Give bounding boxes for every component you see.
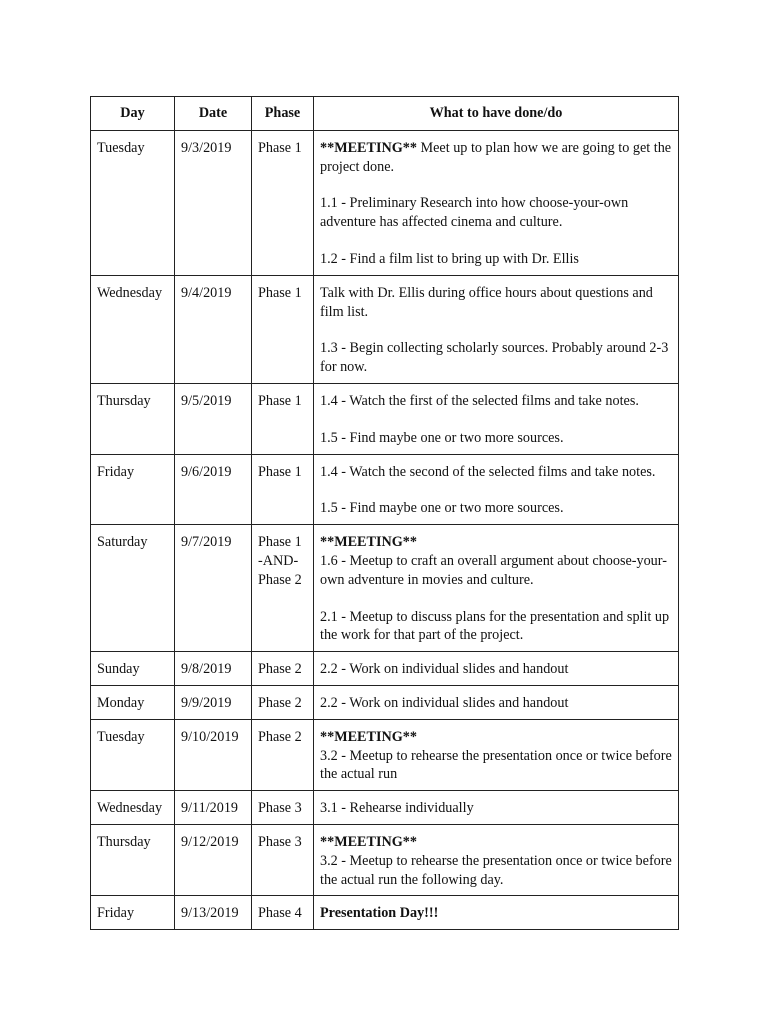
table-row <box>91 525 679 652</box>
task-text: 2.1 - Meetup to discuss plans for the presentation and split up the work for that part of the project. <box>320 608 670 644</box>
task-cell <box>314 824 679 895</box>
phase-cell <box>252 791 314 825</box>
date-cell: 9/10/2019 <box>175 719 252 790</box>
phase-label: Phase 2 <box>258 694 302 711</box>
task-text: 2.2 - Work on individual slides and handout <box>320 694 569 711</box>
task-text: 1.6 - Meetup to craft an overall argument about choose-your-own adventure in movies and culture. <box>320 552 667 588</box>
date-cell: 9/8/2019 <box>175 652 252 686</box>
task-paragraph <box>320 833 672 852</box>
day-cell: Monday <box>91 685 175 719</box>
task-paragraph <box>320 339 672 377</box>
task-cell <box>314 275 679 383</box>
schedule-body <box>91 130 679 929</box>
day-cell: Sunday <box>91 652 175 686</box>
task-text: 2.2 - Work on individual slides and handout <box>320 661 569 678</box>
phase-label: Phase 1 <box>258 463 302 480</box>
phase-label: Phase 2 <box>258 728 302 745</box>
task-paragraph <box>320 463 672 482</box>
emphasis-text: **MEETING** <box>320 833 417 850</box>
header-phase: Phase <box>252 97 314 131</box>
emphasis-text: **MEETING** <box>320 139 417 156</box>
task-paragraph <box>320 852 672 890</box>
phase-label: Phase 4 <box>258 905 302 922</box>
task-cell <box>314 685 679 719</box>
day-cell: Thursday <box>91 383 175 454</box>
date-cell: 9/3/2019 <box>175 130 252 275</box>
phase-cell <box>252 685 314 719</box>
date-cell: 9/6/2019 <box>175 454 252 525</box>
header-what-to-do: What to have done/do <box>314 97 679 131</box>
task-paragraph <box>320 533 672 552</box>
task-text: 3.2 - Meetup to rehearse the presentation once or twice before the actual run <box>320 747 672 783</box>
task-cell <box>314 791 679 825</box>
day-cell: Friday <box>91 454 175 525</box>
task-paragraph <box>320 284 672 322</box>
task-paragraph <box>320 194 672 232</box>
task-paragraph <box>320 139 672 177</box>
phase-label: Phase 1 <box>258 392 302 409</box>
task-paragraph <box>320 904 672 923</box>
phase-label: Phase 2 <box>258 661 302 678</box>
task-text: 1.3 - Begin collecting scholarly sources. Probably around 2-3 for now. <box>320 340 669 376</box>
task-cell <box>314 454 679 525</box>
task-paragraph <box>320 799 672 818</box>
table-row <box>91 383 679 454</box>
phase-cell <box>252 130 314 275</box>
header-day: Day <box>91 97 175 131</box>
table-row <box>91 685 679 719</box>
phase-label: Phase 1 <box>258 284 302 301</box>
phase-cell <box>252 896 314 930</box>
task-paragraph <box>320 660 672 679</box>
date-cell: 9/13/2019 <box>175 896 252 930</box>
day-cell: Wednesday <box>91 275 175 383</box>
phase-cell <box>252 525 314 652</box>
phase-cell <box>252 454 314 525</box>
date-cell: 9/4/2019 <box>175 275 252 383</box>
phase-cell <box>252 383 314 454</box>
table-row <box>91 719 679 790</box>
day-cell: Thursday <box>91 824 175 895</box>
phase-cell <box>252 275 314 383</box>
emphasis-text: **MEETING** <box>320 728 417 745</box>
table-row <box>91 275 679 383</box>
phase-label: Phase 1 <box>258 139 302 156</box>
task-cell <box>314 383 679 454</box>
task-paragraph <box>320 429 672 448</box>
phase-cell <box>252 719 314 790</box>
task-text: 1.4 - Watch the first of the selected films and take notes. <box>320 392 639 409</box>
date-cell: 9/11/2019 <box>175 791 252 825</box>
day-cell: Tuesday <box>91 130 175 275</box>
task-paragraph <box>320 694 672 713</box>
day-cell: Friday <box>91 896 175 930</box>
task-paragraph <box>320 608 672 646</box>
phase-cell <box>252 652 314 686</box>
task-paragraph <box>320 499 672 518</box>
table-row <box>91 652 679 686</box>
schedule-table <box>90 96 679 930</box>
emphasis-text: Presentation Day!!! <box>320 905 439 922</box>
date-cell: 9/12/2019 <box>175 824 252 895</box>
date-cell: 9/7/2019 <box>175 525 252 652</box>
emphasis-text: **MEETING** <box>320 534 417 551</box>
phase-label: Phase 3 <box>258 833 302 850</box>
phase-label: Phase 1 <box>258 534 302 551</box>
phase-cell <box>252 824 314 895</box>
task-paragraph <box>320 250 672 269</box>
task-text: Talk with Dr. Ellis during office hours about questions and film list. <box>320 284 653 320</box>
table-row <box>91 896 679 930</box>
task-text: 3.2 - Meetup to rehearse the presentation once or twice before the actual run the following day. <box>320 852 672 888</box>
header-row <box>91 97 679 131</box>
phase-label: -AND- <box>258 552 299 569</box>
task-text: 1.1 - Preliminary Research into how choose-your-own adventure has affected cinema and culture. <box>320 195 629 231</box>
task-cell <box>314 652 679 686</box>
task-cell <box>314 130 679 275</box>
table-row <box>91 454 679 525</box>
day-cell: Saturday <box>91 525 175 652</box>
task-paragraph <box>320 392 672 411</box>
day-cell: Tuesday <box>91 719 175 790</box>
task-paragraph <box>320 552 672 590</box>
task-text: 1.5 - Find maybe one or two more sources. <box>320 500 564 517</box>
task-cell <box>314 525 679 652</box>
date-cell: 9/9/2019 <box>175 685 252 719</box>
task-text: 3.1 - Rehearse individually <box>320 800 474 817</box>
header-date: Date <box>175 97 252 131</box>
task-paragraph <box>320 728 672 747</box>
task-text: 1.2 - Find a film list to bring up with Dr. Ellis <box>320 250 579 267</box>
task-text: 1.5 - Find maybe one or two more sources. <box>320 429 564 446</box>
task-cell <box>314 896 679 930</box>
table-row <box>91 824 679 895</box>
table-row <box>91 130 679 275</box>
phase-label: Phase 3 <box>258 800 302 817</box>
day-cell: Wednesday <box>91 791 175 825</box>
date-cell: 9/5/2019 <box>175 383 252 454</box>
task-text: 1.4 - Watch the second of the selected films and take notes. <box>320 463 656 480</box>
task-text: Meet up to plan how we are going to get the project done. <box>320 139 672 175</box>
task-paragraph <box>320 747 672 785</box>
table-row <box>91 791 679 825</box>
phase-label: Phase 2 <box>258 571 302 588</box>
task-cell <box>314 719 679 790</box>
